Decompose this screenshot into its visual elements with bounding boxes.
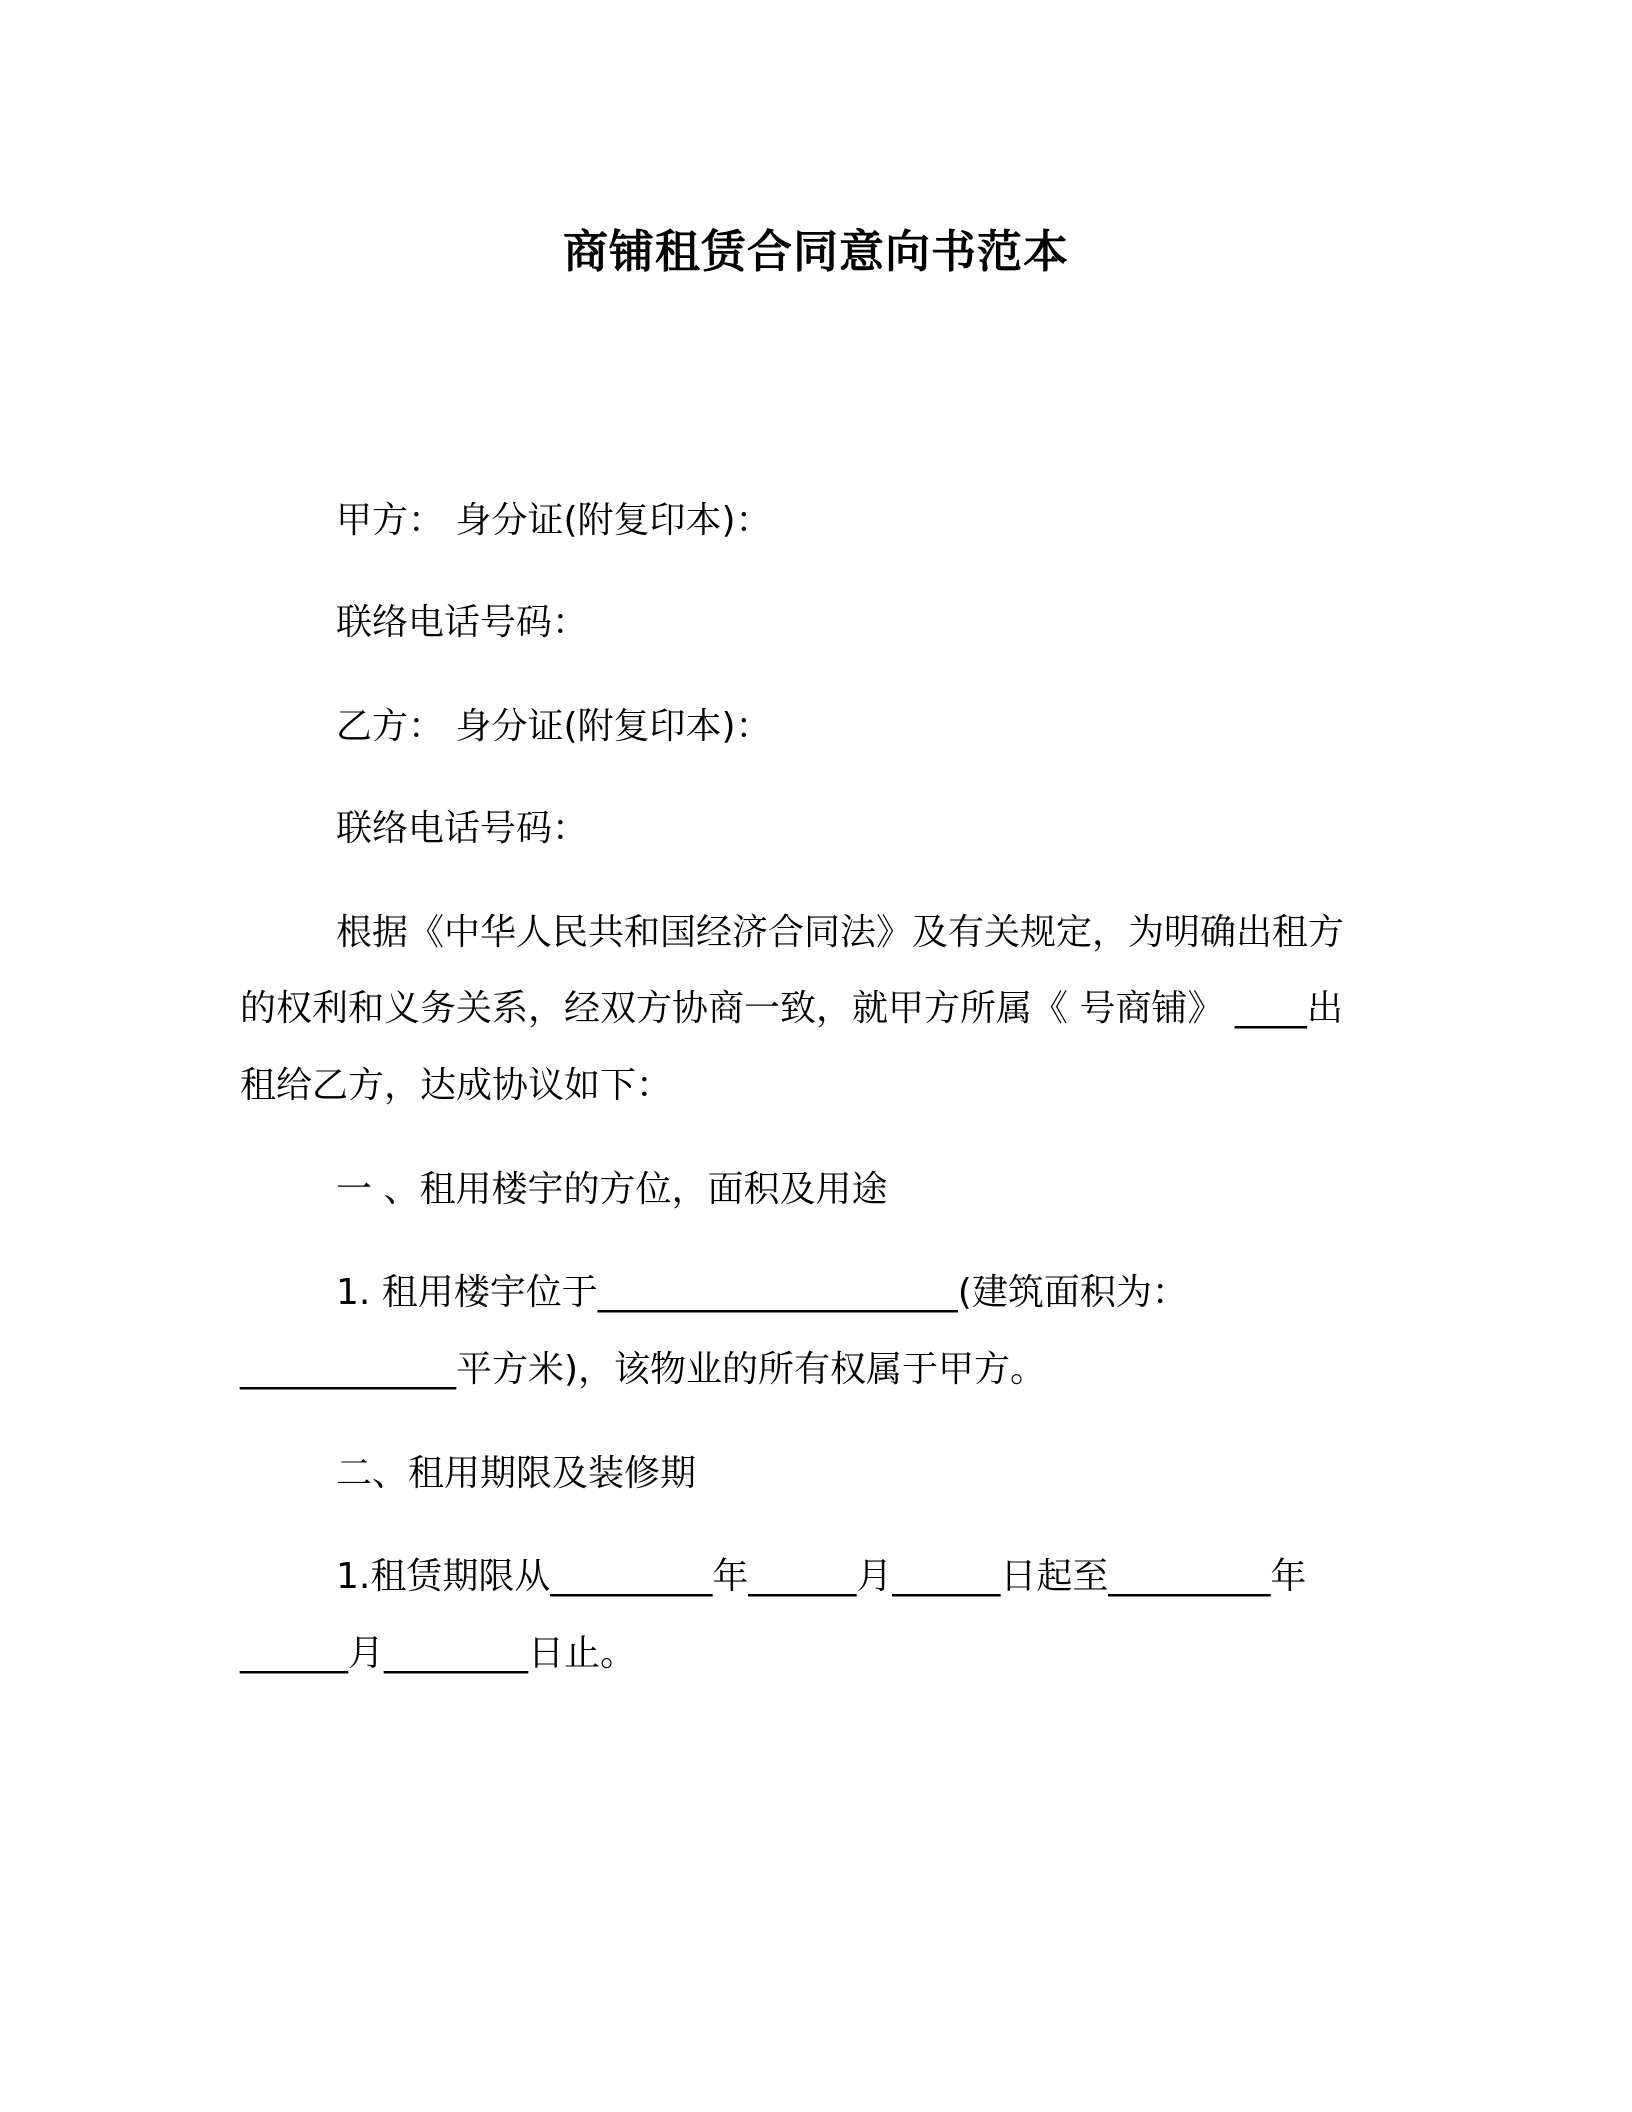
section-1-heading: 一 、租用楼宇的方位，面积及用途: [336, 1169, 888, 1210]
preamble-line-1: 根据《中华人民共和国经济合同法》及有关规定，为明确出租方: [336, 912, 1345, 953]
party-b-phone-line: 联络电话号码：: [336, 808, 589, 849]
preamble-line-3: 租给乙方，达成协议如下：: [240, 1065, 673, 1106]
party-a-phone-line: 联络电话号码：: [336, 602, 589, 643]
party-a-id-line: 甲方： 身分证(附复印本)：: [336, 500, 772, 541]
section-2-heading: 二、租用期限及装修期: [336, 1453, 697, 1494]
section-2-item-1-line-1: 1.租赁期限从_________年______月______日起至_________年: [336, 1556, 1307, 1597]
party-b-id-line: 乙方： 身分证(附复印本)：: [336, 706, 772, 747]
preamble-line-2: 的权利和义务关系，经双方协商一致，就甲方所属《 号商铺》 ____出: [240, 988, 1343, 1029]
section-1-item-1-line-2: ____________平方米)，该物业的所有权属于甲方。: [240, 1349, 1047, 1390]
section-2-item-1-line-2: ______月________日止。: [240, 1633, 637, 1674]
section-1-item-1-line-1: 1. 租用楼宇位于____________________(建筑面积为：: [336, 1272, 1188, 1313]
document-title: 商铺租赁合同意向书范本: [562, 225, 1069, 278]
